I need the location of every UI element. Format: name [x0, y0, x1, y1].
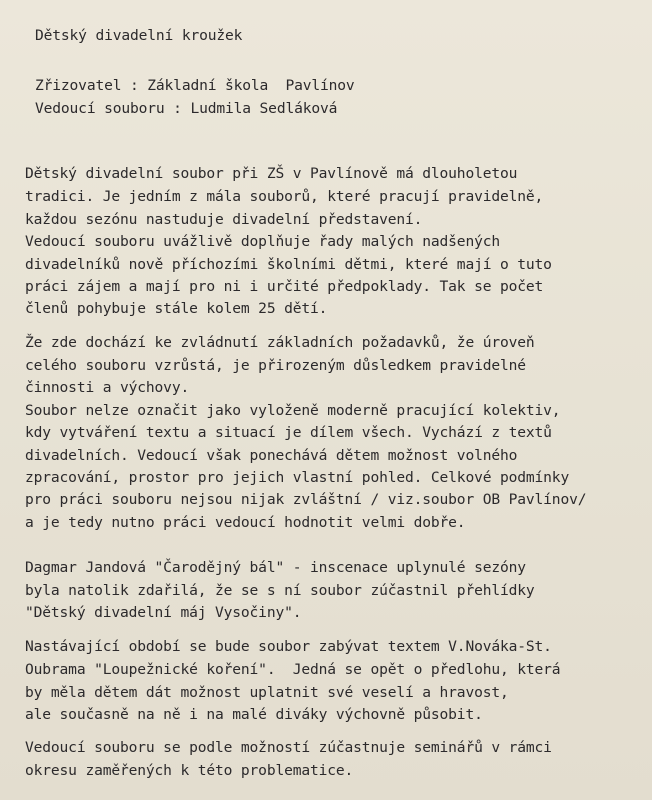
body-line: celého souboru vzrůstá, je přirozeným důsledkem pravidelné [25, 357, 526, 374]
body-line: Vedoucí souboru uvážlivě doplňuje řady malých nadšených [25, 233, 500, 250]
body-line: byla natolik zdařilá, že se s ní soubor zúčastnil přehlídky [25, 582, 535, 599]
body-line: divadelních. Vedoucí však ponechává dětem možnost volného [25, 447, 518, 464]
leader-line: Vedoucí souboru : Ludmila Sedláková [35, 100, 338, 117]
body-line: každou sezónu nastuduje divadelní představení. [25, 211, 423, 228]
body-line: zpracování, prostor pro jejich vlastní pohled. Celkové podmínky [25, 469, 570, 486]
body-line: by měla dětem dát možnost uplatnit své veselí a hravost, [25, 684, 509, 701]
body-line: divadelníků nově příchozími školními dětmi, které mají o tuto [25, 256, 552, 273]
body-line: členů pohybuje stále kolem 25 dětí. [25, 300, 328, 317]
body-line: "Dětský divadelní máj Vysočiny". [25, 604, 302, 621]
body-line: a je tedy nutno práci vedoucí hodnotit velmi dobře. [25, 514, 466, 531]
body-line: Dagmar Jandová "Čarodějný bál" - inscenace uplynulé sezóny [25, 559, 526, 576]
body-line: Oubrama "Loupežnické koření". Jedná se opět o předlohu, která [25, 661, 561, 678]
body-line: Že zde dochází ke zvládnutí základních požadavků, že úroveň [25, 334, 535, 351]
body-line: okresu zaměřených k této problematice. [25, 762, 354, 779]
body-line: Soubor nelze označit jako vyloženě moderně pracující kolektiv, [25, 402, 561, 419]
body-line: kdy vytváření textu a situací je dílem všech. Vychází z textů [25, 424, 552, 441]
body-line: pro práci souboru nejsou nijak zvláštní / viz.soubor OB Pavlínov/ [25, 491, 587, 508]
body-line: ale současně na ně i na malé diváky výchovně působit. [25, 706, 483, 723]
body-line: práci zájem a mají pro ni i určité předpoklady. Tak se počet [25, 278, 544, 295]
body-line: tradici. Je jedním z mála souborů, které pracují pravidelně, [25, 188, 544, 205]
document-title: Dětský divadelní kroužek [35, 27, 243, 44]
body-line: Dětský divadelní soubor při ZŠ v Pavlínově má dlouholetou [25, 165, 518, 182]
body-line: Vedoucí souboru se podle možností zúčastnuje seminářů v rámci [25, 739, 552, 756]
body-line: činnosti a výchovy. [25, 379, 190, 396]
founder-line: Zřizovatel : Základní škola Pavlínov [35, 77, 355, 94]
body-line: Nastávající období se bude soubor zabývat textem V.Nováka-St. [25, 638, 552, 655]
